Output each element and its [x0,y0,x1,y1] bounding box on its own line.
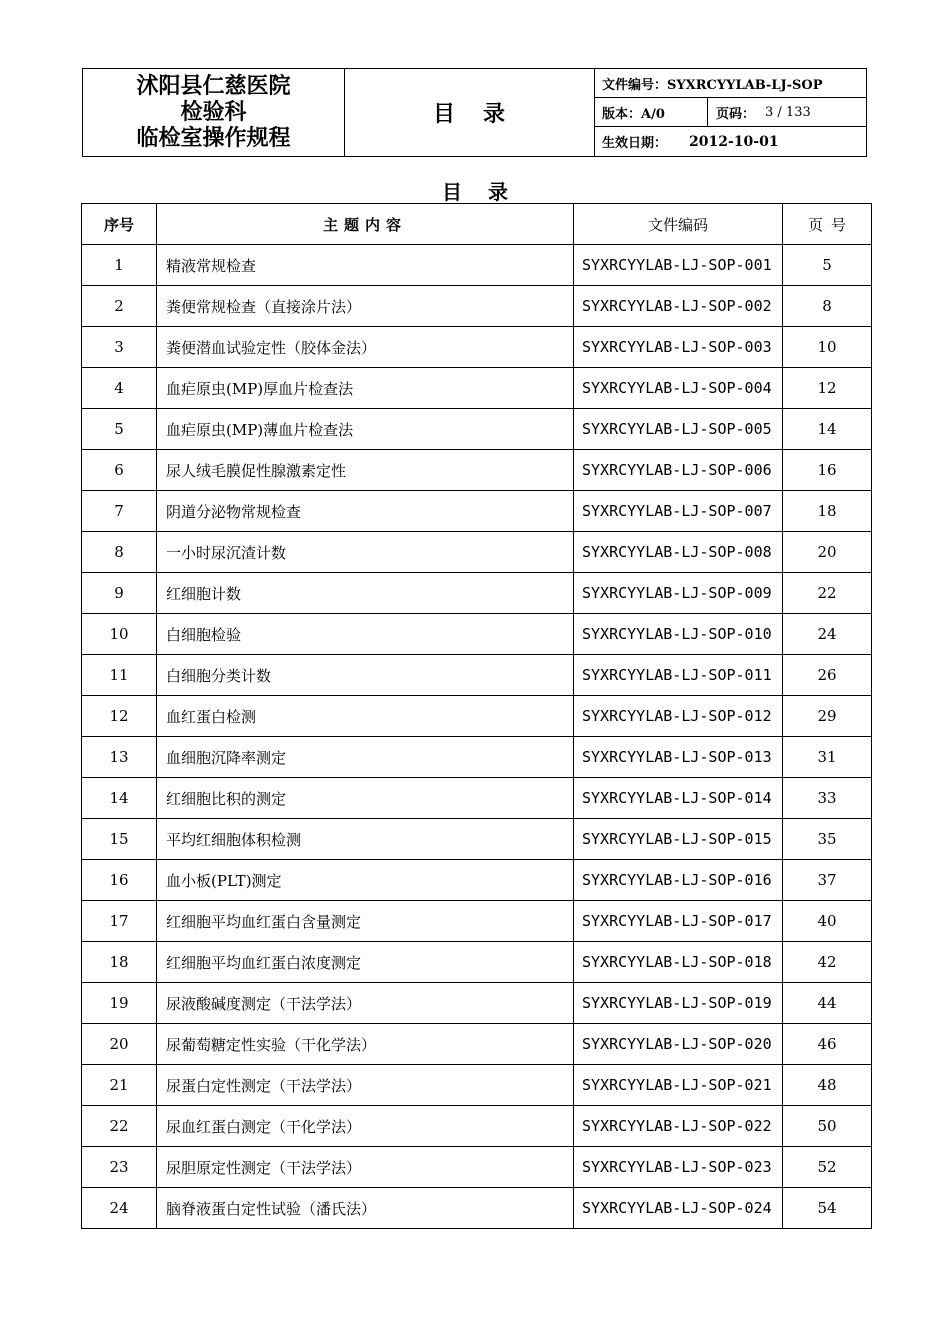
row-title: 阴道分泌物常规检查 [157,491,574,532]
row-page: 46 [783,1024,872,1065]
row-page: 42 [783,942,872,983]
row-code: SYXRCYYLAB-LJ-SOP-019 [574,983,783,1024]
column-header-title: 主题内容 [157,204,574,245]
document-meta-block [594,69,866,156]
row-title: 平均红细胞体积检测 [157,819,574,860]
row-number: 11 [82,655,157,696]
column-header-no: 序号 [82,204,157,245]
header-title: 目录 [432,102,533,127]
row-page: 40 [783,901,872,942]
row-page: 16 [783,450,872,491]
row-title: 血小板(PLT)测定 [157,860,574,901]
row-number: 5 [82,409,157,450]
row-code: SYXRCYYLAB-LJ-SOP-002 [574,286,783,327]
table-row [82,368,872,409]
row-number: 15 [82,819,157,860]
row-page: 14 [783,409,872,450]
table-row [82,1024,872,1065]
row-code: SYXRCYYLAB-LJ-SOP-006 [574,450,783,491]
page-label: 页码： [716,106,756,122]
row-title: 精液常规检查 [157,245,574,286]
table-row [82,655,872,696]
table-row [82,983,872,1024]
row-code: SYXRCYYLAB-LJ-SOP-005 [574,409,783,450]
row-title: 血红蛋白检测 [157,696,574,737]
table-row [82,1188,872,1229]
row-page: 33 [783,778,872,819]
effective-date-value: 2012-10-01 [689,133,779,150]
row-code: SYXRCYYLAB-LJ-SOP-012 [574,696,783,737]
row-page: 18 [783,491,872,532]
row-page: 48 [783,1065,872,1106]
row-title: 血细胞沉降率测定 [157,737,574,778]
table-row [82,778,872,819]
row-code: SYXRCYYLAB-LJ-SOP-008 [574,532,783,573]
table-row [82,1106,872,1147]
procedure-name: 临检室操作规程 [136,125,291,151]
version-page-row [594,98,866,127]
row-title: 粪便潜血试验定性（胶体金法） [157,327,574,368]
row-code: SYXRCYYLAB-LJ-SOP-003 [574,327,783,368]
row-number: 12 [82,696,157,737]
table-row [82,409,872,450]
row-page: 8 [783,286,872,327]
row-code: SYXRCYYLAB-LJ-SOP-018 [574,942,783,983]
hospital-name: 沭阳县仁慈医院 [136,73,291,99]
row-page: 29 [783,696,872,737]
row-page: 26 [783,655,872,696]
row-page: 52 [783,1147,872,1188]
row-page: 5 [783,245,872,286]
row-title: 脑脊液蛋白定性试验（潘氏法） [157,1188,574,1229]
row-title: 尿血红蛋白测定（干化学法） [157,1106,574,1147]
row-title: 红细胞平均血红蛋白浓度测定 [157,942,574,983]
table-row [82,1147,872,1188]
row-number: 10 [82,614,157,655]
row-number: 2 [82,286,157,327]
row-title: 红细胞平均血红蛋白含量测定 [157,901,574,942]
row-number: 18 [82,942,157,983]
table-body [82,245,872,1229]
table-row [82,860,872,901]
table-row [82,532,872,573]
table-row [82,1065,872,1106]
row-title: 血疟原虫(MP)薄血片检查法 [157,409,574,450]
row-code: SYXRCYYLAB-LJ-SOP-024 [574,1188,783,1229]
row-page: 54 [783,1188,872,1229]
row-title: 红细胞比积的测定 [157,778,574,819]
row-title: 粪便常规检查（直接涂片法） [157,286,574,327]
contents-table [81,203,872,1229]
row-number: 23 [82,1147,157,1188]
table-row [82,696,872,737]
row-page: 22 [783,573,872,614]
row-number: 3 [82,327,157,368]
row-code: SYXRCYYLAB-LJ-SOP-009 [574,573,783,614]
row-code: SYXRCYYLAB-LJ-SOP-020 [574,1024,783,1065]
row-code: SYXRCYYLAB-LJ-SOP-014 [574,778,783,819]
row-code: SYXRCYYLAB-LJ-SOP-010 [574,614,783,655]
row-number: 19 [82,983,157,1024]
row-number: 7 [82,491,157,532]
row-number: 17 [82,901,157,942]
table-row [82,491,872,532]
row-page: 20 [783,532,872,573]
row-title: 尿胆原定性测定（干法学法） [157,1147,574,1188]
row-title: 尿人绒毛膜促性腺激素定性 [157,450,574,491]
row-page: 12 [783,368,872,409]
row-code: SYXRCYYLAB-LJ-SOP-007 [574,491,783,532]
document-header [82,68,867,157]
row-number: 4 [82,368,157,409]
row-number: 8 [82,532,157,573]
effective-date-label: 生效日期： [602,136,668,151]
row-title: 尿葡萄糖定性实验（干化学法） [157,1024,574,1065]
table-row [82,573,872,614]
row-code: SYXRCYYLAB-LJ-SOP-022 [574,1106,783,1147]
row-title: 尿蛋白定性测定（干法学法） [157,1065,574,1106]
row-code: SYXRCYYLAB-LJ-SOP-001 [574,245,783,286]
organization-block [83,69,345,156]
row-number: 14 [82,778,157,819]
row-page: 24 [783,614,872,655]
row-number: 20 [82,1024,157,1065]
row-number: 24 [82,1188,157,1229]
column-header-page: 页号 [783,204,872,245]
row-code: SYXRCYYLAB-LJ-SOP-017 [574,901,783,942]
row-page: 31 [783,737,872,778]
row-title: 红细胞计数 [157,573,574,614]
row-code: SYXRCYYLAB-LJ-SOP-021 [574,1065,783,1106]
page-value: 3 / 133 [765,104,811,120]
row-code: SYXRCYYLAB-LJ-SOP-023 [574,1147,783,1188]
row-number: 1 [82,245,157,286]
table-row [82,737,872,778]
section-title: 目录 [442,180,534,204]
row-code: SYXRCYYLAB-LJ-SOP-016 [574,860,783,901]
table-row [82,901,872,942]
effective-date-row [594,127,866,156]
row-title: 一小时尿沉渣计数 [157,532,574,573]
version-label: 版本：A/0 [594,98,708,126]
table-row [82,286,872,327]
row-number: 22 [82,1106,157,1147]
table-row [82,327,872,368]
table-row [82,450,872,491]
row-title: 血疟原虫(MP)厚血片检查法 [157,368,574,409]
row-title: 白细胞检验 [157,614,574,655]
row-number: 9 [82,573,157,614]
row-code: SYXRCYYLAB-LJ-SOP-013 [574,737,783,778]
row-code: SYXRCYYLAB-LJ-SOP-011 [574,655,783,696]
row-number: 21 [82,1065,157,1106]
table-row [82,819,872,860]
row-title: 尿液酸碱度测定（干法学法） [157,983,574,1024]
row-page: 50 [783,1106,872,1147]
row-number: 16 [82,860,157,901]
row-number: 6 [82,450,157,491]
table-row [82,245,872,286]
row-code: SYXRCYYLAB-LJ-SOP-015 [574,819,783,860]
header-title-block [344,69,595,156]
row-page: 37 [783,860,872,901]
row-code: SYXRCYYLAB-LJ-SOP-004 [574,368,783,409]
file-number: 文件编号：SYXRCYYLAB-LJ-SOP [594,69,866,98]
row-page: 35 [783,819,872,860]
row-number: 13 [82,737,157,778]
row-page: 44 [783,983,872,1024]
table-row [82,614,872,655]
table-row [82,942,872,983]
department-name: 检验科 [180,99,247,125]
row-page: 10 [783,327,872,368]
page-info [708,98,811,126]
column-header-code: 文件编码 [574,204,783,245]
table-header-row [82,204,872,245]
row-title: 白细胞分类计数 [157,655,574,696]
